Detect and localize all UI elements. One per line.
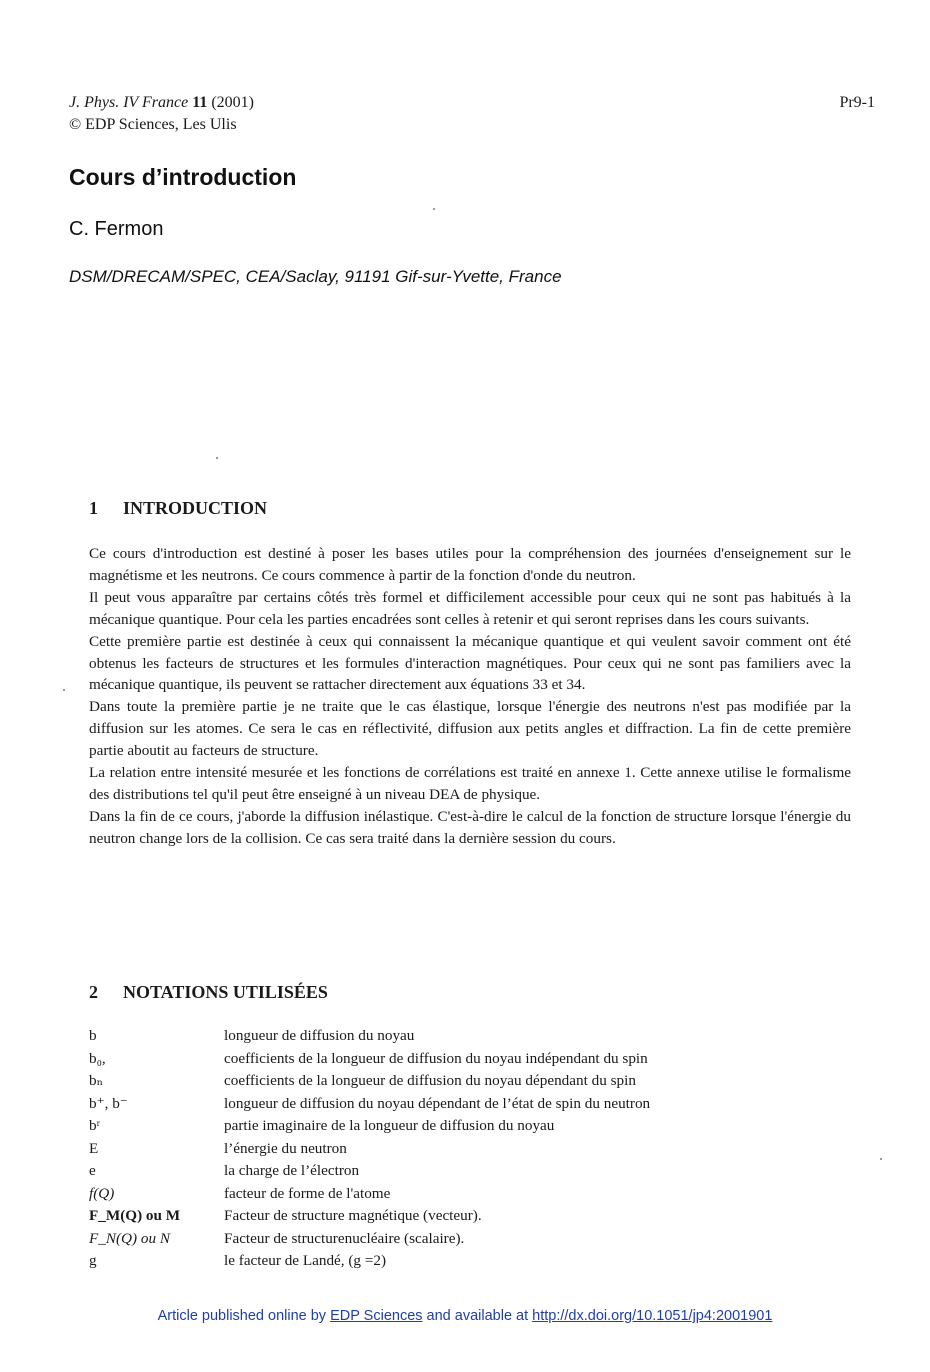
notation-description: l’énergie du neutron [224,1139,347,1157]
notation-row [89,1228,889,1251]
notation-description: longueur de diffusion du noyau dépendant de l’état de spin du neutron [224,1094,651,1112]
journal-volume: 11 [192,94,208,111]
notation-row [89,1160,889,1183]
notation-row [89,1070,889,1093]
notation-row [89,1205,889,1228]
section-heading-notations [89,982,328,1003]
notation-row [89,1115,889,1138]
section-title: INTRODUCTION [123,498,268,518]
notation-description: facteur de forme de l'atome [224,1184,391,1202]
notation-symbol: F_N(Q) ou N [89,1229,170,1247]
author-affiliation: DSM/DRECAM/SPEC, CEA/Saclay, 91191 Gif-sur-Yvette, France [69,267,562,286]
journal-name: J. Phys. IV France [69,94,189,111]
section-number: 1 [89,498,98,518]
scan-speck [216,457,218,459]
paper-title: Cours d’introduction [69,164,297,190]
notation-symbol: F_M(Q) ou M [89,1207,181,1224]
section-title: NOTATIONS UTILISÉES [123,982,328,1002]
paragraph: La relation entre intensité mesurée et les fonctions de corrélations est traité en annexe 1. Cette annexe utilise le formalisme des distributions tel qu'il peut être enseigné à un niveau DEA de physique. [89,764,851,803]
notation-symbol: bʳ [89,1117,100,1134]
copyright-line: © EDP Sciences, Les Ulis [69,116,237,133]
section-heading-introduction [89,498,267,519]
notation-symbol: g [89,1252,97,1269]
notation-description: la charge de l’électron [224,1162,360,1179]
notation-description: Facteur de structure magnétique (vecteur). [224,1207,482,1224]
publication-footer [0,1308,930,1324]
scan-speck [433,208,435,210]
notation-row [89,1093,889,1116]
notation-symbol: b⁺, b⁻ [89,1094,128,1112]
notation-row [89,1183,889,1206]
journal-year: (2001) [211,94,254,111]
notation-symbol: e [89,1162,96,1179]
paper-author: C. Fermon [69,218,164,240]
page-id: Pr9-1 [839,94,875,111]
publisher-link[interactable]: EDP Sciences [330,1308,423,1324]
notation-symbol: E [89,1139,99,1157]
paragraph: Cette première partie est destinée à ceux qui connaissent la mécanique quantique et qui veulent savoir comment ont été obtenus les facteurs de structures et les formules d'interaction magnétiques. Pour ceux qui ne sont pas familiers avec la mécanique quantique, ils peuvent se rattacher directement aux équations 33 et 34. [89,632,851,694]
paragraph: Il peut vous apparaître par certains côtés très formel et difficilement accessible pour ceux qui ne sont pas habitués à la mécanique quantique. Pour cela les parties encadrées sont celles à retenir et qui seront reprises dans les cours suivants. [89,588,851,628]
notation-symbol: f(Q) [89,1184,115,1202]
scan-speck [63,689,65,691]
notation-description: coefficients de la longueur de diffusion du noyau dépendant du spin [224,1072,636,1089]
paragraph: Ce cours d'introduction est destiné à poser les bases utiles pour la compréhension des journées d'enseignement sur le magnétisme et les neutrons. Ce cours commence à partir de la fonction d'onde du neutron. [89,545,851,584]
notation-symbol: b₀, [89,1049,106,1067]
paragraph: Dans la fin de ce cours, j'aborde la diffusion inélastique. C'est-à-dire le calcul de la fonction de structure lorsque l'énergie du neutron change lors de la collision. Ce cas sera traité dans la dernière session du cours. [89,807,851,847]
doi-link[interactable]: http://dx.doi.org/10.1051/jp4:2001901 [532,1308,773,1324]
footer-middle: and available at [426,1308,529,1324]
journal-citation [69,92,254,114]
notation-description: le facteur de Landé, (g =2) [224,1252,387,1269]
notation-row [89,1048,889,1071]
notation-description: partie imaginaire de la longueur de diffusion du noyau [224,1117,555,1134]
notation-row [89,1250,889,1273]
notation-symbol: bₙ [89,1072,104,1089]
notation-description: longueur de diffusion du noyau [224,1027,415,1044]
notation-row [89,1138,889,1161]
scan-speck [880,1158,882,1160]
footer-prefix: Article published online by [157,1308,327,1324]
notation-description: coefficients de la longueur de diffusion du noyau indépendant du spin [224,1049,648,1067]
notation-row [89,1025,889,1048]
introduction-body [89,543,851,850]
notation-symbol: b [89,1027,97,1044]
paragraph: Dans toute la première partie je ne traite que le cas élastique, lorsque l'énergie des neutrons n'est pas modifiée par la diffusion sur les atomes. Ce sera le cas en réflectivité, diffusion aux petits angles et diffraction. La fin de cette première partie aboutit au facteurs de structure. [89,698,851,760]
section-number: 2 [89,982,98,1002]
notation-description: Facteur de structurenucléaire (scalaire). [224,1229,465,1247]
journal-header [69,92,254,136]
notations-list [89,1025,889,1273]
